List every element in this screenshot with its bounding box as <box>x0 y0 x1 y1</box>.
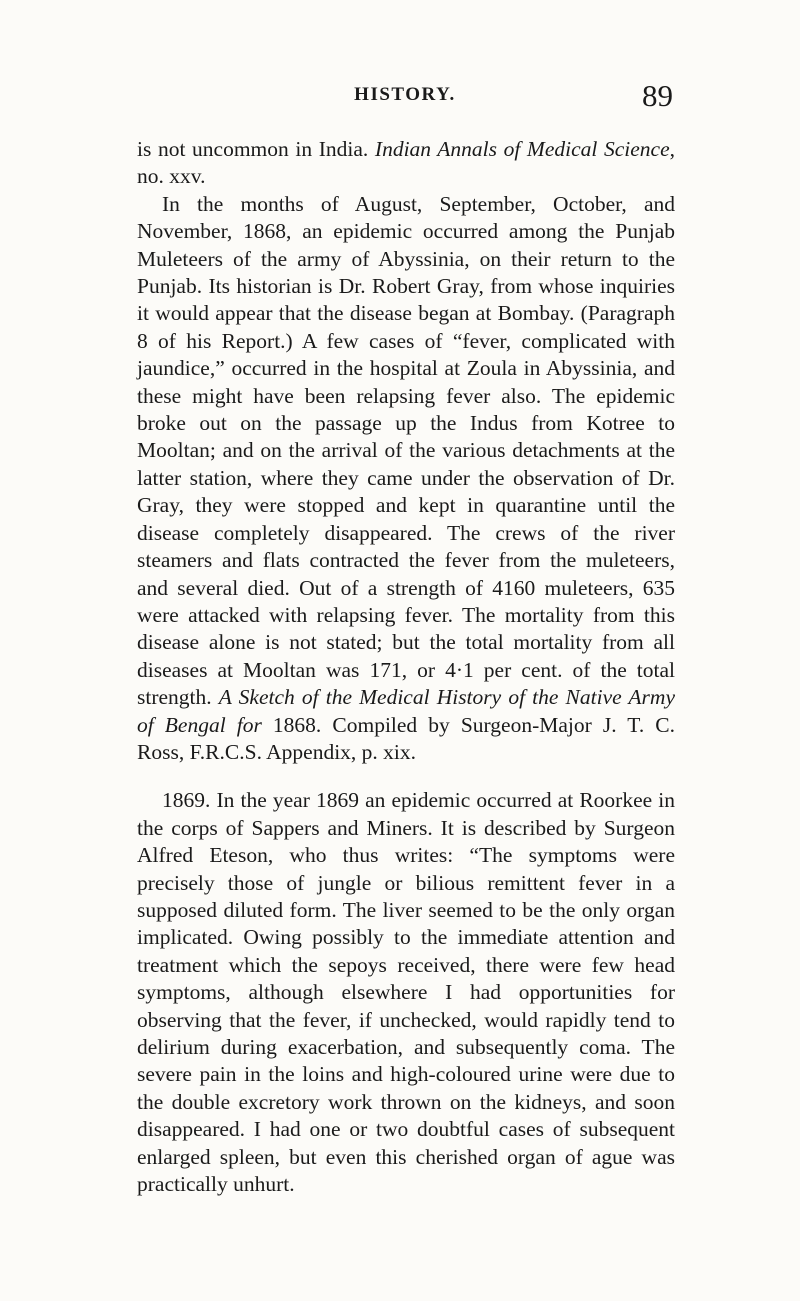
running-title: HISTORY. <box>354 84 456 105</box>
paragraph-continuation <box>137 136 675 191</box>
citation-title: Indian Annals of Medical Science <box>374 137 670 161</box>
text-run: , no. xxv. <box>137 137 676 189</box>
text-run: 1869. In the year 1869 an epidemic occurred at Roorkee in the corps of Sappers and Miners. It is described by Surgeon Alfred Eteson, who thus writes: “The symptoms were precisely those of jungle or bilious remittent fever in a supposed diluted form. The liver seemed to be the only organ implicated. Owing possibly to the immediate attention and treatment which the sepoys received, there were few head symptoms, although elsewhere I had opportunities for observing that the fever, if unchecked, would rapidly tend to delirium during exacerbation, and subsequently coma. The severe pain in the loins and high-coloured urine were due to the double excretory work thrown on the kidneys, and soon disappeared. I had one or two doubtful cases of subsequent enlarged spleen, but even this cherished organ of ague was practically unhurt. <box>137 788 675 1197</box>
citation-title: A Sketch of the Medical History of the Native Army of Bengal for <box>137 685 675 737</box>
paragraph-1869 <box>137 787 675 1198</box>
paragraph-1868 <box>137 191 675 767</box>
page-number: 89 <box>642 78 673 113</box>
body-text <box>137 136 675 1198</box>
text-run: In the months of August, September, October, and November, 1868, an epidemic occurred among the Punjab Muleteers of the army of Abyssinia, on their return to the Punjab. Its historian is Dr. Robert Gray, from whose inquiries it would appear that the disease began at Bombay. (Paragraph 8 of his Report.) A few cases of “fever, complicated with jaundice,” occurred in the hospital at Zoula in Abyssinia, and these might have been relapsing fever also. The epidemic broke out on the passage up the Indus from Kotree to Mooltan; and on the arrival of the various detachments at the latter station, where they came under the observation of Dr. Gray, they were stopped and kept in quarantine until the disease completely disappeared. The crews of the river steamers and flats contracted the fever from the muleteers, and several died. Out of a strength of 4160 muleteers, 635 were attacked with relapsing fever. The mortality from this disease alone is not stated; but the total mortality from all diseases at Mooltan was 171, or 4·1 per cent. of the total strength. <box>137 191 675 710</box>
running-head <box>137 78 673 124</box>
text-run: 1868. Compiled by Surgeon-Major J. T. C. Ross, F.R.C.S. Appendix, p. xix. <box>137 712 675 764</box>
text-run: is not uncommon in India. <box>137 137 375 161</box>
